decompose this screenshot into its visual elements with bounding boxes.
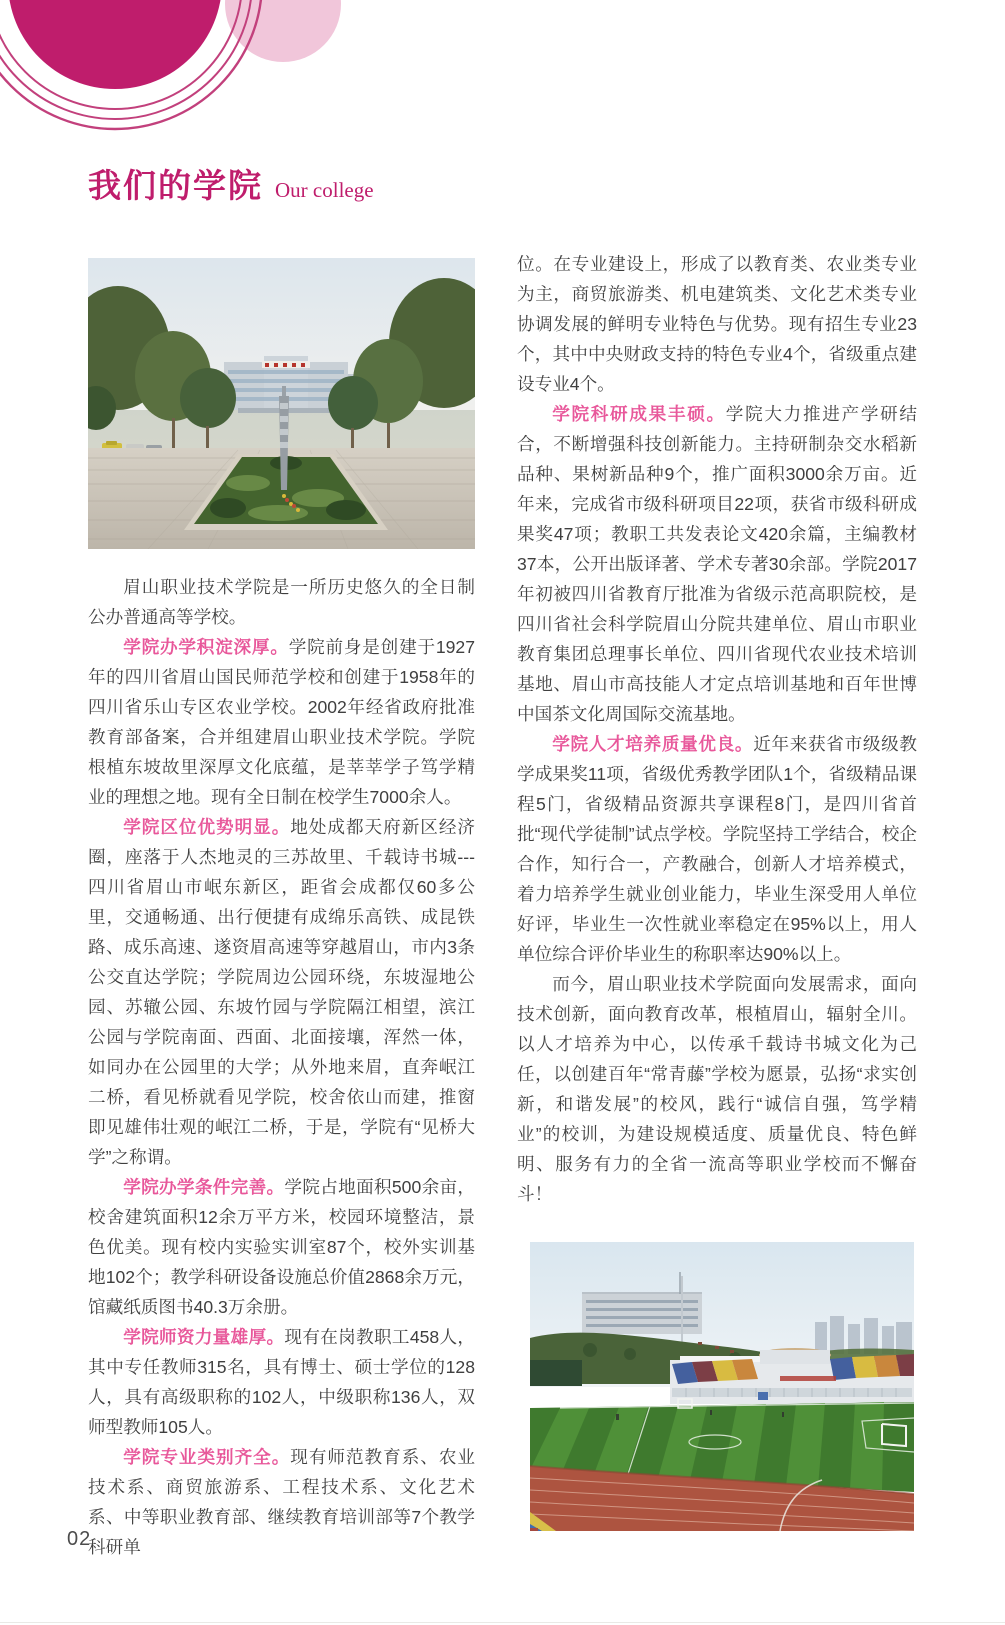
page-number: 02	[67, 1528, 92, 1550]
paragraph-lead: 学院办学积淀深厚。	[123, 637, 289, 657]
left-column-text	[88, 572, 475, 1562]
section-header	[88, 168, 374, 204]
page-title: 我们的学院	[88, 167, 263, 204]
paragraph: 学院师资力量雄厚。现有在岗教职工458人，其中专任教师315名，具有博士、硕士学位的128人，具有高级职称的102人，中级职称136人，双师型教师105人。	[88, 1327, 475, 1437]
paragraph-lead: 学院区位优势明显。	[123, 817, 291, 837]
paragraph: 学院区位优势明显。地处成都天府新区经济圈，座落于人杰地灵的三苏故里、千载诗书城---四川省眉山市岷东新区，距省会成都仅60多公里，交通畅通、出行便捷有成绵乐高铁、成昆铁路、成乐高速、遂资眉高速等穿越眉山，市内3条公交直达学院；学院周边公园环绕，东坡湿地公园、苏辙公园、东坡竹园与学院隔江相望，滨江公园与学院南面、西面、北面接壤，浑然一体，如同办在公园里的大学；从外地来眉，直奔岷江二桥，看见桥就看见学院，校舍依山而建，推窗即见雄伟壮观的岷江二桥，于是，学院有“见桥大学”之称谓。	[88, 817, 475, 1167]
paragraph: 学院专业类别齐全。现有师范教育系、农业技术系、商贸旅游系、工程技术系、文化艺术系、中等职业教育部、继续教育培训部等7个教学科研单	[88, 1447, 475, 1557]
paragraph: 学院办学条件完善。学院占地面积500余亩，校舍建筑面积12余万平方米，校园环境整洁，景色优美。现有校内实验实训室87个，校外实训基地102个；教学科研设备设施总价值2868余万元，馆藏纸质图书40.3万余册。	[88, 1177, 475, 1317]
paragraph-lead: 学院专业类别齐全。	[123, 1447, 291, 1467]
paragraph-lead: 学院办学条件完善。	[123, 1177, 285, 1197]
page-subtitle: Our college	[275, 178, 374, 202]
paragraph: 学院科研成果丰硕。学院大力推进产学研结合，不断增强科技创新能力。主持研制杂交水稻新品种、果树新品种9个，推广面积3000余万亩。近年来，完成省市级科研项目22项，获省市级科研成果奖47项；教职工共发表论文420余篇，主编教材37本，公开出版译著、学术专著30余部。学院2017年初被四川省教育厅批准为省级示范高职院校，是四川省社会科学院眉山分院共建单位、眉山市职业教育集团总理事长单位、四川省现代农业技术培训基地、眉山市高技能人才定点培训基地和百年世博中国茶文化周国际交流基地。	[517, 404, 917, 724]
magenta-circle	[8, 0, 222, 89]
paragraph-lead: 学院师资力量雄厚。	[123, 1327, 285, 1347]
paragraph: 学院人才培养质量优良。近年来获省市级级教学成果奖11项，省级优秀教学团队1个，省级精品课程5门，省级精品资源共享课程8门，是四川省首批“现代学徒制”试点学校。学院坚持工学结合，校企合作，知行合一，产教融合，创新人才培养模式，着力培养学生就业创业能力，毕业生深受用人单位好评，毕业生一次性就业率稳定在95%以上，用人单位综合评价毕业生的称职率达90%以上。	[517, 734, 917, 964]
page-edge-line	[0, 1622, 1005, 1623]
right-column-text	[517, 249, 917, 1209]
paragraph-lead: 学院人才培养质量优良。	[552, 734, 754, 754]
paragraph: 而今，眉山职业技术学院面向发展需求，面向技术创新，面向教育改革，根植眉山，辐射全川。以人才培养为中心，以传承千载诗书城文化为己任，以创建百年“常青藤”学校为愿景，弘扬“求实创新，和谐发展”的校风，践行“诚信自强，笃学精业”的校训，为建设规模适度、质量优良、特色鲜明、服务有力的全省一流高等职业学校而不懈奋斗！	[517, 974, 917, 1204]
campus-photo	[88, 258, 475, 549]
decorative-circles	[0, 0, 420, 245]
paragraph: 眉山职业技术学院是一所历史悠久的全日制公办普通高等学校。	[88, 577, 475, 627]
stadium-photo	[530, 1242, 914, 1531]
paragraph-lead: 学院科研成果丰硕。	[552, 404, 726, 424]
paragraph: 学院办学积淀深厚。学院前身是创建于1927年的四川省眉山国民师范学校和创建于1958年的四川省乐山专区农业学校。2002年经省政府批准教育部备案，合并组建眉山职业技术学院。学院根植东坡故里深厚文化底蕴，是莘莘学子笃学精业的理想之地。现有全日制在校学生7000余人。	[88, 637, 475, 807]
paragraph: 位。在专业建设上，形成了以教育类、农业类专业为主，商贸旅游类、机电建筑类、文化艺术类专业协调发展的鲜明专业特色与优势。现有招生专业23个，其中中央财政支持的特色专业4个，省级重点建设专业4个。	[517, 254, 917, 394]
grandstand	[670, 1348, 914, 1404]
